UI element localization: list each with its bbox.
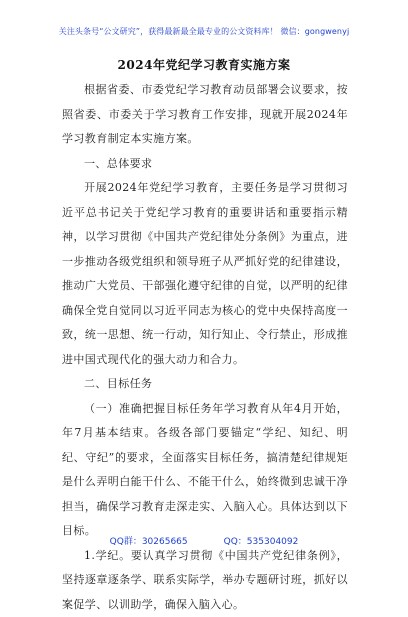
heading-goals-tasks: 二、目标任务 [62,372,348,397]
footer-qq-group: QQ群：30265665 [110,534,188,547]
paragraph-general-requirements: 开展2024年党纪学习教育，主要任务是学习贯彻习近平总书记关于党纪学习教育的重要讲话和重要指示精神，以学习贯彻《中国共产党纪律处分条例》为重点，进一步推动各级党组织和领导班子从严抓好党的纪律建设，推动广大党员、干部强化遵守纪律的自觉，以严明的纪律确保全党自觉同以习近平同志为核心的党中央保持高度一致，统一思想、统一行动，知行知止、令行禁止，形成推进中国式现代化的强大动力和合力。 [62,176,348,372]
header-banner: 关注头条号“公文研究”，获得最新最全最专业的公文资料库！ 微信：gongwenyj [0,26,408,37]
footer-qq: QQ：535304092 [224,534,299,547]
paragraph-intro: 根据省委、市委党纪学习教育动员部署会议要求，按照省委、市委关于学习教育工作安排，现就开展2024年学习教育制定本实施方案。 [62,78,348,152]
heading-general-requirements: 一、总体要求 [62,152,348,177]
page-title: 2024年党纪学习教育实施方案 [0,56,408,73]
footer-contact [0,534,408,547]
paragraph-goals-tasks: （一）准确把握目标任务年学习教育从年4月开始，年7月基本结束。各级各部门要锚定“学纪、知纪、明纪、守纪”的要求，全面落实目标任务，搞清楚纪律规矩是什么弄明白能干什么、不能干什么，始终微到忠诚干净担当，确保学习教育走深走实、入脑入心。具体达到以下目标。 [62,397,348,544]
paragraph-learn-discipline: 1.学纪。要认真学习贯彻《中国共产党纪律条例》，坚持逐章逐条学、联系实际学，举办专题研讨班，抓好以案促学、以训助学，确保入脑入心。 [62,544,348,617]
